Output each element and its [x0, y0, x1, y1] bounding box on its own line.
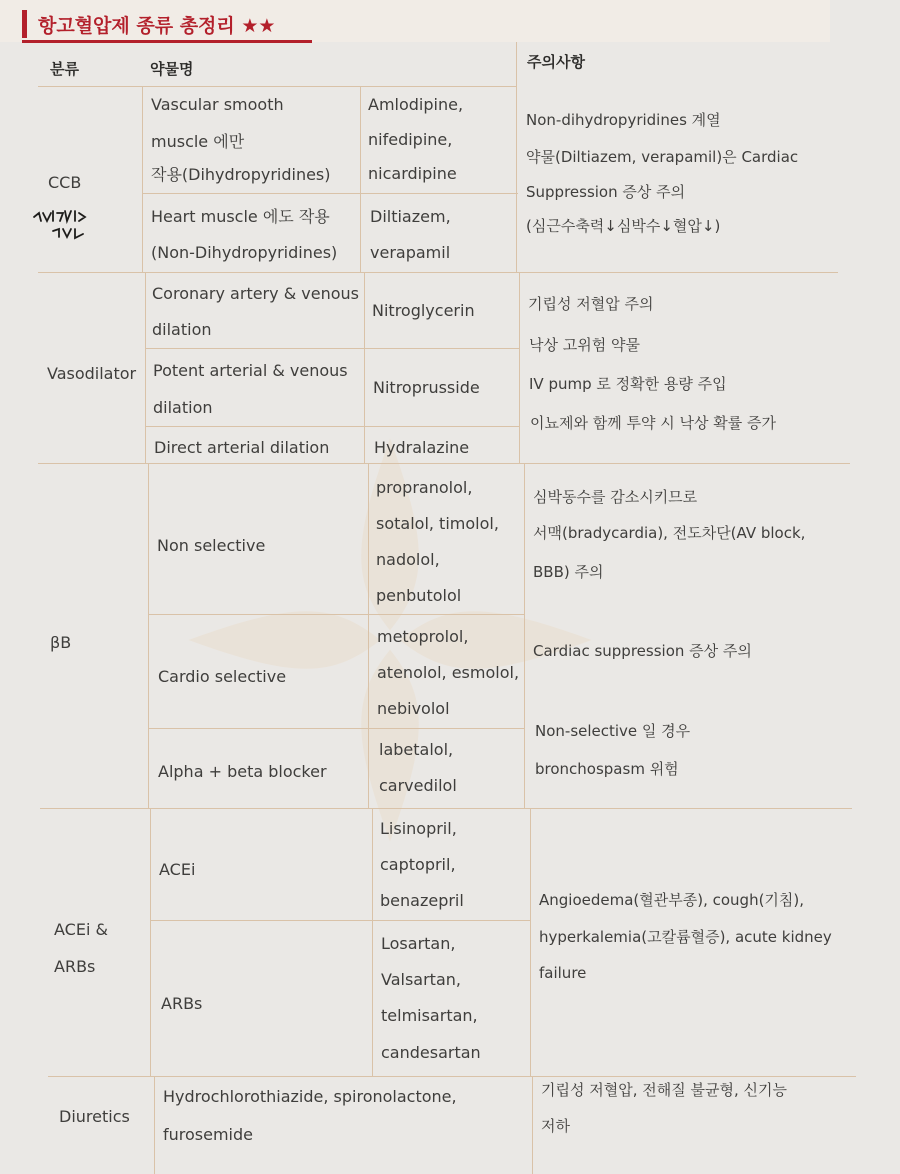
- ccb-caution-line: (심근수축력↓심박수↓혈압↓): [526, 217, 721, 235]
- diuretics-drug-line: Hydrochlorothiazide, spironolactone,: [163, 1087, 457, 1106]
- bb-drug: carvedilol: [379, 776, 457, 795]
- bb-caution1-line: BBB) 주의: [533, 563, 604, 581]
- grid-line: [516, 42, 517, 272]
- ccb-drug: verapamil: [370, 243, 451, 262]
- title-underline: [22, 40, 312, 43]
- ccb-sub1-line: 작용(Dihydropyridines): [151, 165, 331, 184]
- acei-sub1: ACEi: [159, 860, 196, 879]
- bb-sub3: Alpha + beta blocker: [158, 762, 327, 781]
- ccb-sub2-line: Heart muscle 에도 작용: [151, 207, 330, 226]
- ccb-sub1-line: muscle 에만: [151, 132, 245, 151]
- vaso-caution-line: 이뇨제와 함께 투약 시 낙상 확률 증가: [530, 414, 776, 432]
- bb-caution3-line: Non-selective 일 경우: [535, 722, 691, 740]
- grid-line: [148, 614, 524, 615]
- category-vasodilator: Vasodilator: [47, 364, 137, 383]
- bb-caution1-line: 서맥(bradycardia), 전도차단(AV block,: [533, 524, 806, 542]
- bb-drug: nadolol,: [376, 550, 440, 569]
- category-acei-arbs: ACEi &: [54, 920, 108, 939]
- category-acei-arbs: ARBs: [54, 957, 96, 976]
- header-drug: 약물명: [150, 60, 194, 78]
- ccb-sub1-line: Vascular smooth: [151, 95, 284, 114]
- acei-caution-line: Angioedema(혈관부종), cough(기침),: [539, 891, 805, 909]
- vaso-sub2-line: Potent arterial & venous: [153, 361, 348, 380]
- bb-caution1-line: 심박동수를 감소시키므로: [533, 488, 698, 506]
- grid-line: [38, 272, 838, 273]
- grid-line: [145, 348, 520, 349]
- vaso-sub2-line: dilation: [153, 398, 213, 417]
- bb-caution2: Cardiac suppression 증상 주의: [533, 642, 752, 660]
- ccb-sub2-line: (Non-Dihydropyridines): [151, 243, 338, 262]
- ccb-caution-line: 약물(Diltiazem, verapamil)은 Cardiac: [526, 148, 799, 166]
- vaso-drug: Nitroglycerin: [372, 301, 475, 320]
- vaso-drug: Nitroprusside: [373, 378, 480, 397]
- grid-line: [519, 272, 520, 463]
- grid-line: [532, 1076, 533, 1174]
- bb-drug: penbutolol: [376, 586, 462, 605]
- grid-line: [148, 728, 524, 729]
- grid-line: [145, 272, 146, 463]
- vaso-sub1-line: dilation: [152, 320, 212, 339]
- grid-line: [148, 463, 149, 808]
- diuretics-caution-line: 기립성 저혈압, 전해질 불균형, 신기능: [541, 1081, 787, 1099]
- grid-line: [364, 272, 365, 463]
- grid-line: [524, 463, 525, 808]
- title-accent-bar: [22, 10, 27, 38]
- vaso-drug: Hydralazine: [374, 438, 470, 457]
- ccb-drug: Amlodipine,: [368, 95, 464, 114]
- page-title: 항고혈압제 종류 총정리 ★★: [38, 15, 276, 37]
- arbs-sub2: ARBs: [161, 994, 203, 1013]
- header-caution: 주의사항: [527, 53, 585, 71]
- vaso-sub1-line: Coronary artery & venous: [152, 284, 359, 303]
- bb-drug: sotalol, timolol,: [376, 514, 499, 533]
- acei-caution-line: hyperkalemia(고칼륨혈증), acute kidney: [539, 928, 832, 946]
- diuretics-drug-line: furosemide: [163, 1125, 253, 1144]
- grid-line: [530, 808, 531, 1076]
- ccb-drug: nifedipine,: [368, 130, 453, 149]
- bb-drug: propranolol,: [376, 478, 473, 497]
- grid-line: [142, 193, 518, 194]
- ccb-drug: Diltiazem,: [370, 207, 451, 226]
- grid-line: [145, 426, 520, 427]
- vaso-caution-line: 낙상 고위험 약물: [529, 336, 640, 354]
- bb-drug: metoprolol,: [377, 627, 469, 646]
- vaso-sub3: Direct arterial dilation: [154, 438, 330, 457]
- grid-line: [154, 1076, 155, 1174]
- arbs-drug: telmisartan,: [381, 1006, 478, 1025]
- header-category: 분류: [50, 60, 79, 78]
- grid-line: [150, 920, 530, 921]
- ccb-drug: nicardipine: [368, 164, 457, 183]
- bb-drug: labetalol,: [379, 740, 454, 759]
- category-beta-blocker: βB: [50, 633, 72, 652]
- vaso-caution-line: 기립성 저혈압 주의: [528, 295, 654, 313]
- handwritten-note: [31, 207, 91, 243]
- vaso-caution-line: IV pump 로 정확한 용량 주입: [529, 375, 727, 393]
- grid-line: [372, 808, 373, 1076]
- category-ccb: CCB: [48, 173, 82, 192]
- bb-sub1: Non selective: [157, 536, 266, 555]
- grid-line: [150, 808, 151, 1076]
- acei-drug: captopril,: [380, 855, 456, 874]
- arbs-drug: candesartan: [381, 1043, 481, 1062]
- diuretics-caution-line: 저하: [541, 1117, 570, 1135]
- grid-line: [142, 86, 143, 272]
- arbs-drug: Valsartan,: [381, 970, 461, 989]
- bb-drug: atenolol, esmolol,: [377, 663, 520, 682]
- grid-line: [360, 86, 361, 272]
- bb-drug: nebivolol: [377, 699, 450, 718]
- ccb-caution-line: Suppression 증상 주의: [526, 183, 686, 201]
- ccb-caution-line: Non-dihydropyridines 계열: [526, 111, 721, 129]
- bb-sub2: Cardio selective: [158, 667, 287, 686]
- acei-caution-line: failure: [539, 964, 587, 982]
- acei-drug: benazepril: [380, 891, 464, 910]
- acei-drug: Lisinopril,: [380, 819, 457, 838]
- bb-caution3-line: bronchospasm 위험: [535, 760, 679, 778]
- grid-line: [368, 463, 369, 808]
- grid-line: [40, 808, 852, 809]
- arbs-drug: Losartan,: [381, 934, 456, 953]
- category-diuretics: Diuretics: [59, 1107, 130, 1126]
